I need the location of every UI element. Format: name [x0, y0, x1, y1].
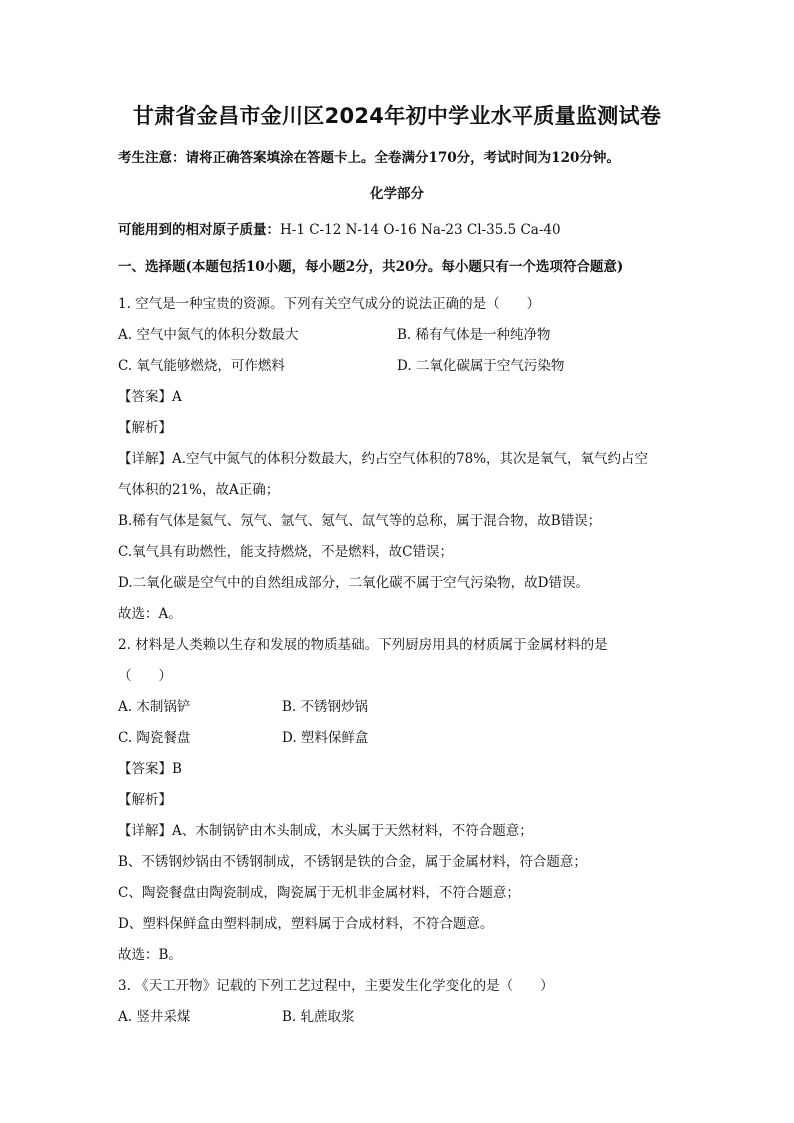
q3-options-row-1: [118, 1002, 676, 1033]
q1-stem: 1. 空气是一种宝贵的资源。下列有关空气成分的说法正确的是（ ）: [118, 296, 541, 312]
q2-option-d: D. 塑料保鲜盒: [282, 730, 369, 746]
q3-stem: 3. 《天工开物》记载的下列工艺过程中，主要发生化学变化的是（ ）: [118, 978, 554, 994]
q2-analysis-label: 【解析】: [118, 792, 172, 808]
q2-detail-line: C、陶瓷餐盘由陶瓷制成，陶瓷属于无机非金属材料，不符合题意；: [118, 885, 520, 901]
q2-stem: 2. 材料是人类赖以生存和发展的物质基础。下列厨房用具的材质属于金属材料的是: [118, 637, 608, 653]
atomic-mass-values: H-1 C-12 N-14 O-16 Na-23 Cl-35.5 Ca-40: [280, 222, 561, 238]
q2-options-row-2: [118, 723, 676, 754]
q1-option-d: D. 二氧化碳属于空气污染物: [397, 358, 565, 374]
q3-option-b: B. 轧蔗取浆: [282, 1009, 355, 1025]
q3-option-a: A. 竖井采煤: [118, 1009, 191, 1025]
q1-answer: 【答案】A: [118, 389, 182, 405]
q1-options-row-2: [118, 351, 676, 382]
q2-detail-line: B、不锈钢炒锅由不锈钢制成，不锈钢是铁的合金，属于金属材料，符合题意；: [118, 854, 587, 870]
section-title: 化学部分: [370, 186, 424, 202]
q2-answer: 【答案】B: [118, 761, 182, 777]
atomic-mass-line: [118, 218, 676, 238]
exam-notice: 考生注意：请将正确答案填涂在答题卡上。全卷满分170分，考试时间为120分钟。: [118, 150, 620, 166]
page-title: 甘肃省金昌市金川区2024年初中学业水平质量监测试卷: [132, 104, 662, 128]
atomic-mass-label: 可能用到的相对原子质量：: [118, 222, 280, 238]
q1-options-row-1: [118, 320, 676, 351]
q1-analysis-label: 【解析】: [118, 420, 172, 436]
q2-conclusion: 故选：B。: [118, 947, 182, 963]
q1-option-c: C. 氧气能够燃烧，可作燃料: [118, 358, 285, 374]
q1-option-a: A. 空气中氮气的体积分数最大: [118, 327, 299, 343]
part-heading: 一、选择题(本题包括10小题，每小题2分，共20分。每小题只有一个选项符合题意): [118, 259, 624, 275]
q1-detail-line: C.氧气具有助燃性，能支持燃烧，不是燃料，故C错误；: [118, 544, 453, 560]
q1-detail-line: B.稀有气体是氦气、氖气、氩气、氪气、氙气等的总称，属于混合物，故B错误；: [118, 513, 602, 529]
q2-stem-bracket: （ ）: [118, 668, 172, 684]
q1-conclusion: 故选：A。: [118, 606, 182, 622]
q2-option-b: B. 不锈钢炒锅: [282, 699, 369, 715]
q1-detail-line: 气体积的21%，故A正确；: [118, 482, 280, 498]
q1-detail-line: 【详解】A.空气中氮气的体积分数最大，约占空气体积的78%，其次是氧气，氧气约占空: [118, 451, 649, 467]
q1-detail-line: D.二氧化碳是空气中的自然组成部分，二氧化碳不属于空气污染物，故D错误。: [118, 575, 589, 591]
q2-option-a: A. 木制锅铲: [118, 699, 191, 715]
q2-detail-line: D、塑料保鲜盒由塑料制成，塑料属于合成材料，不符合题意。: [118, 916, 494, 932]
q2-detail-line: 【详解】A、木制锅铲由木头制成，木头属于天然材料，不符合题意；: [118, 823, 533, 839]
q2-options-row-1: [118, 692, 676, 723]
q2-option-c: C. 陶瓷餐盘: [118, 730, 191, 746]
q1-option-b: B. 稀有气体是一种纯净物: [397, 327, 551, 343]
